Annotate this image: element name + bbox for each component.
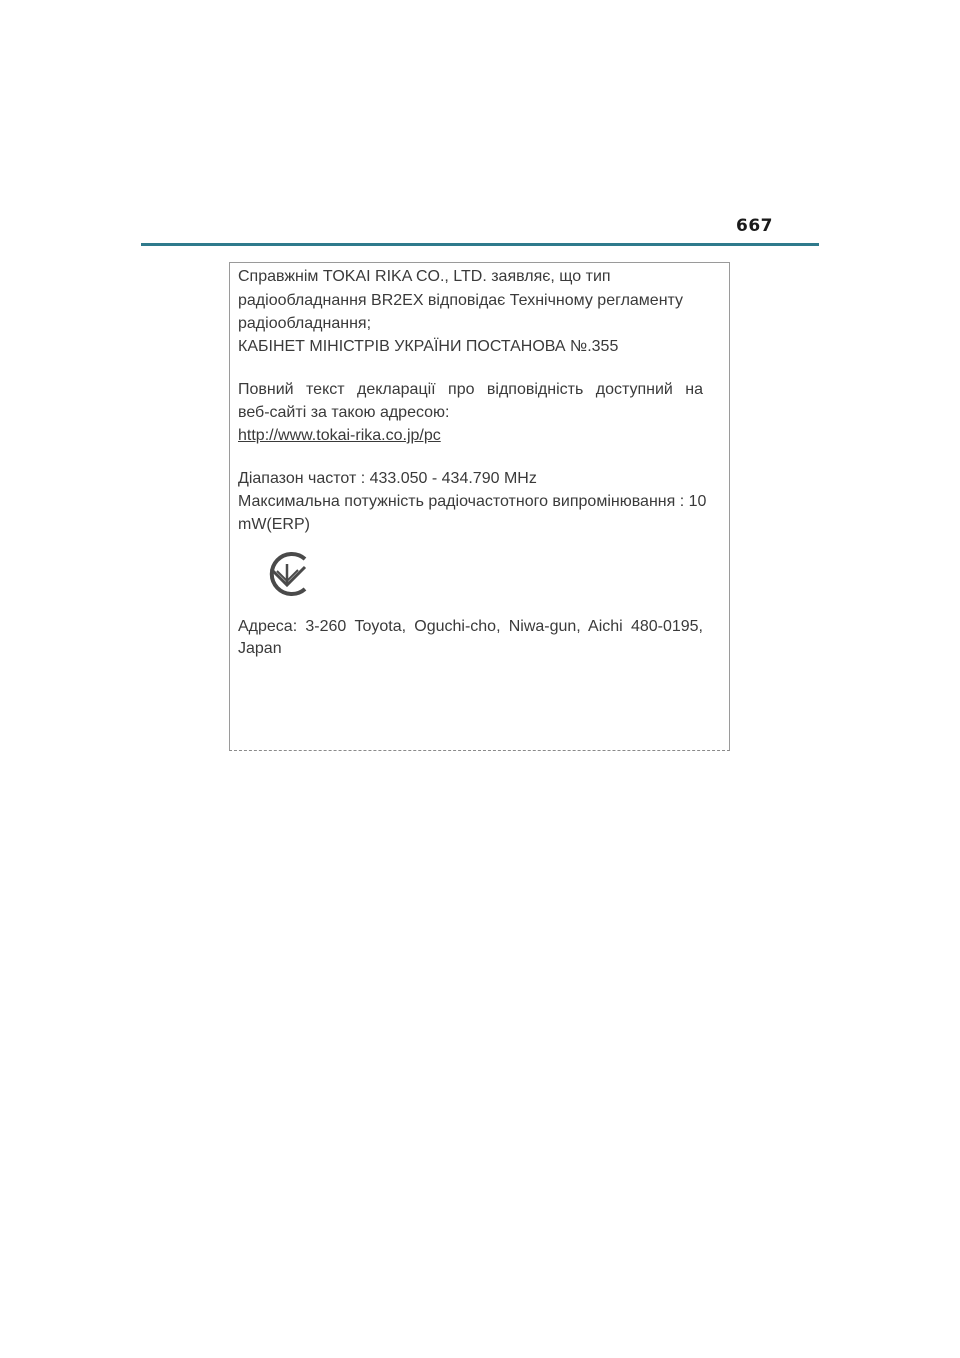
ukrainian-conformity-mark-icon [261, 550, 315, 598]
page-number: 667 [736, 216, 773, 236]
frequency-range: Діапазон частот : 433.050 - 434.790 MHz [238, 470, 537, 487]
declaration-box [229, 262, 730, 751]
address-line-2: Japan [238, 640, 282, 657]
declaration-line-3: радіообладнання; [238, 315, 372, 332]
max-power-unit: mW(ERP) [238, 516, 310, 533]
declaration-line-2: радіообладнання BR2EX відповідає Технічному регламенту [238, 292, 684, 309]
declaration-line-1: Справжнім TOKAI RIKA CO., LTD. заявляє, що тип [238, 268, 611, 285]
declaration-link[interactable]: http://www.tokai-rika.co.jp/pc [238, 427, 441, 444]
full-text-availability: Повний текст декларації про відповідність доступний на [238, 381, 703, 398]
address-line-1: Адреса: 3-260 Toyota, Oguchi-cho, Niwa-gun, Aichi 480-0195, [238, 618, 703, 635]
regulation-reference: КАБІНЕТ МІНІСТРІВ УКРАЇНИ ПОСТАНОВА №.355 [238, 338, 619, 355]
website-intro: веб-сайті за такою адресою: [238, 404, 450, 421]
max-power-line: Максимальна потужність радіочастотного випромінювання : 10 [238, 493, 707, 510]
header-divider [141, 243, 819, 246]
